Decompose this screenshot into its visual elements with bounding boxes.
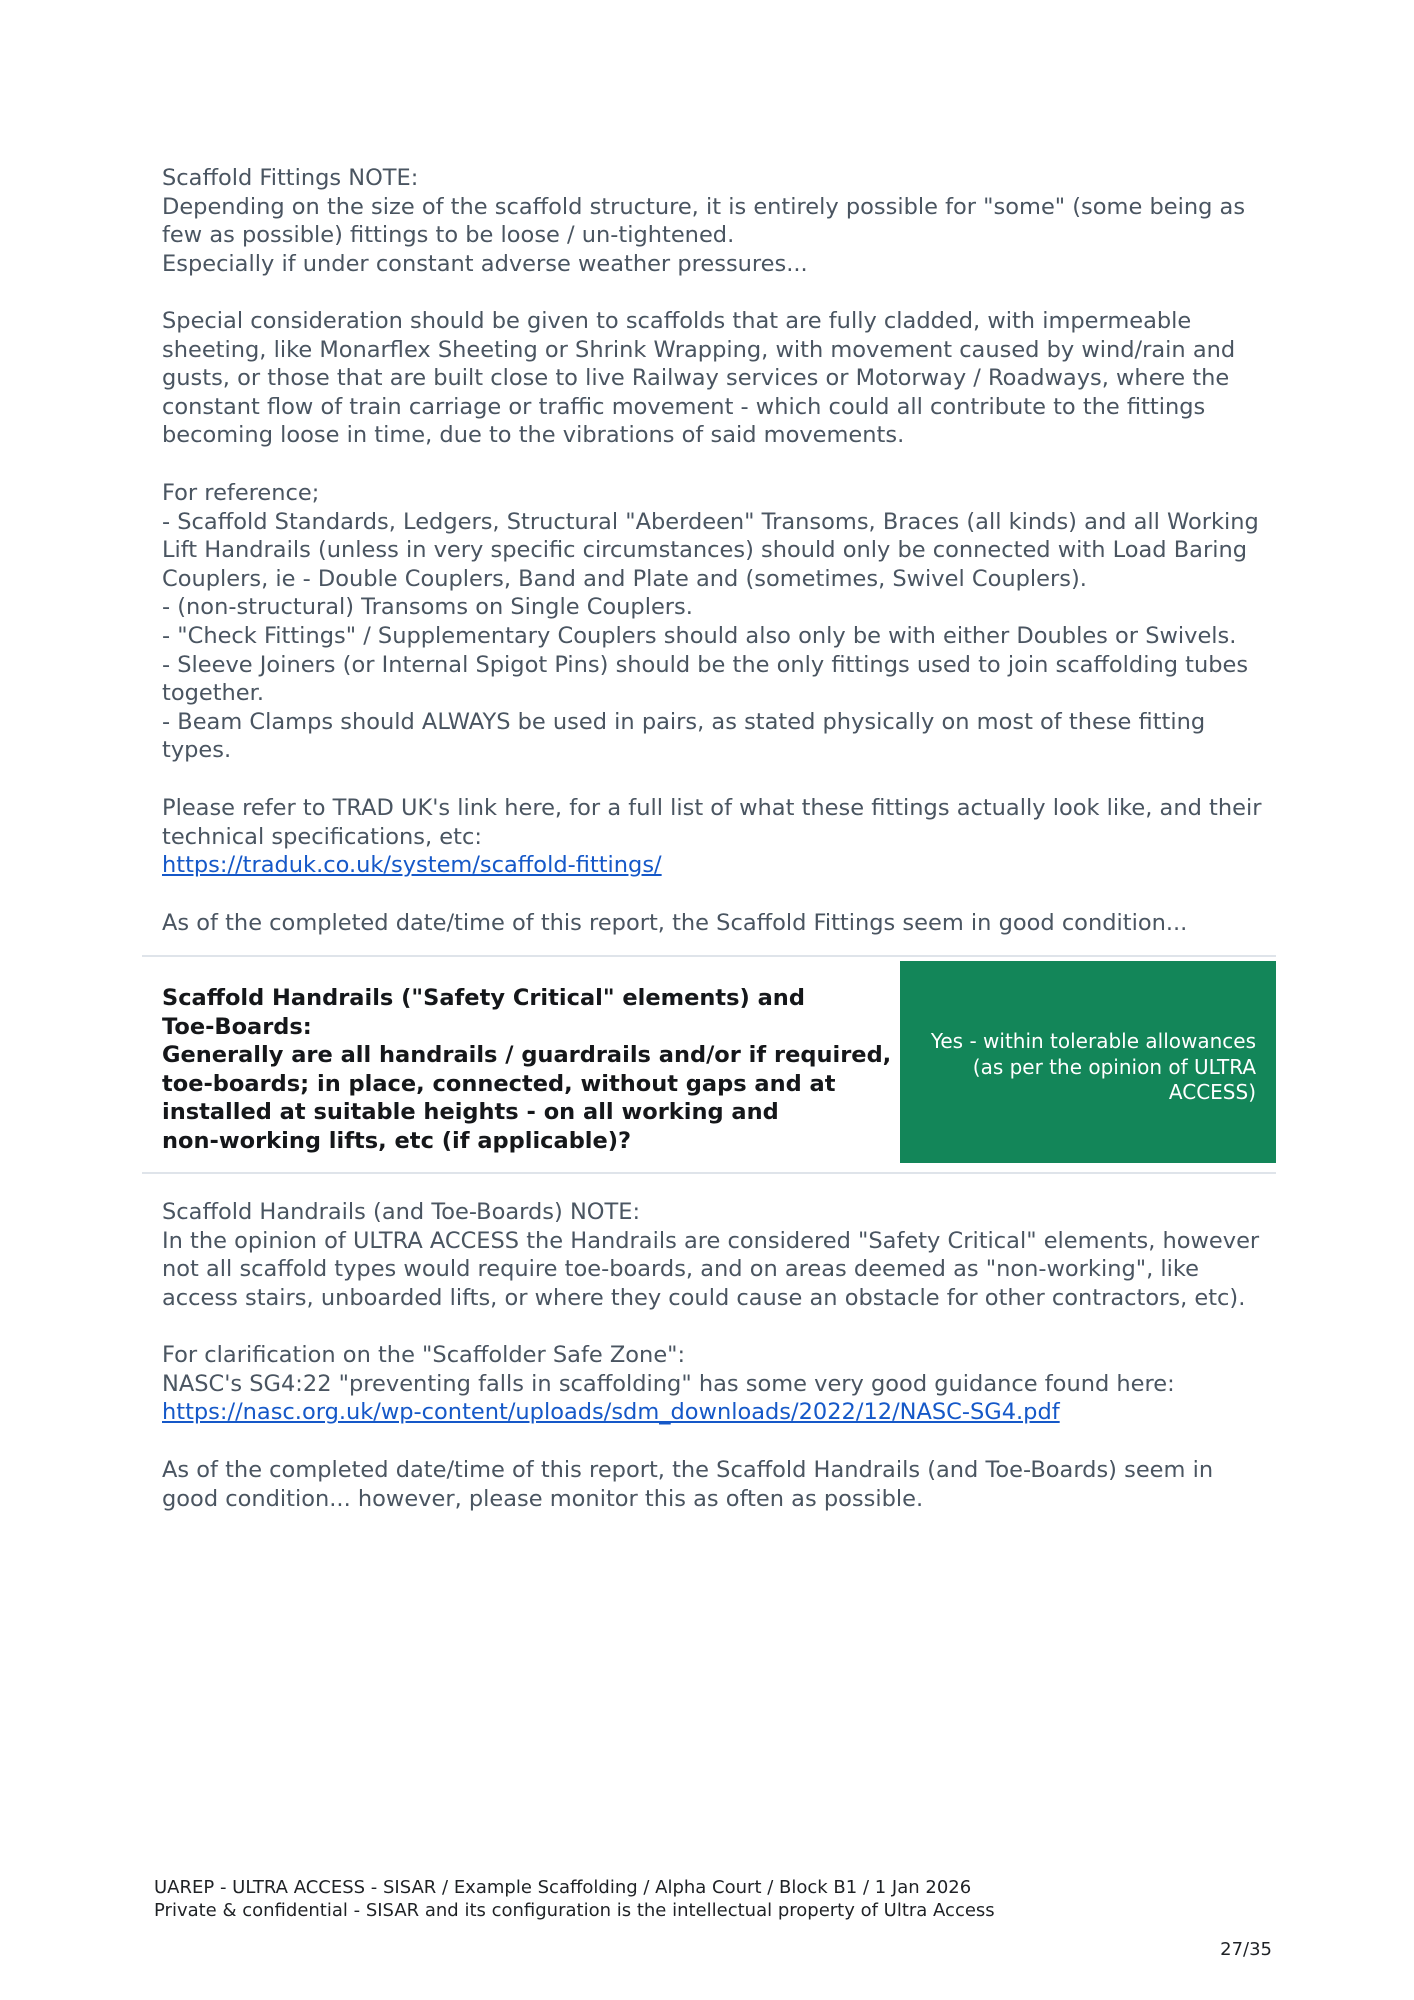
handrails-question (162, 984, 902, 1156)
page-footer (154, 1876, 995, 1922)
paragraph-line: sheeting, like Monarflex Sheeting or Shrink Wrapping, with movement caused by wind/rain and (162, 336, 1236, 363)
handrails-question-row (142, 955, 1276, 1174)
question-line: non-working lifts, etc (if applicable)? (162, 1127, 632, 1154)
handrails-note-line: access stairs, unboarded lifts, or where they could cause an obstacle for other contractors, etc). (162, 1284, 1246, 1311)
handrails-note-line: not all scaffold types would require toe-boards, and on areas deemed as "non-working", like (162, 1256, 1199, 1283)
question-line: installed at suitable heights - on all working and (162, 1099, 779, 1126)
page-number: 27/35 (1220, 1939, 1272, 1960)
fittings-note-line: Especially if under constant adverse weather pressures... (162, 250, 808, 277)
question-line: Generally are all handrails / guardrails and/or if required, (162, 1042, 892, 1069)
fittings-note-line: few as possible) fittings to be loose / un-tightened. (162, 222, 735, 249)
fittings-note-line: Depending on the size of the scaffold structure, it is entirely possible for "some" (some being as (162, 193, 1246, 220)
fittings-note (162, 164, 1272, 278)
trad-link-paragraph (162, 794, 1272, 880)
status-line: As of the completed date/time of this report, the Scaffold Handrails (and Toe-Boards) seem in (162, 1457, 1214, 1483)
reference-line: Lift Handrails (unless in very specific circumstances) should only be connected with Load Baring (162, 537, 1247, 564)
reference-line: Couplers, ie - Double Couplers, Band and Plate and (sometimes, Swivel Couplers). (162, 565, 1087, 592)
reference-line: types. (162, 737, 232, 764)
paragraph-line: Special consideration should be given to scaffolds that are fully cladded, with impermeable (162, 308, 1192, 334)
question-line: Toe-Boards: (162, 1013, 312, 1040)
reference-line: together. (162, 680, 264, 707)
trad-uk-fittings-link[interactable]: https://traduk.co.uk/system/scaffold-fittings/ (162, 852, 662, 879)
handrails-note (162, 1198, 1272, 1312)
question-line: toe-boards; in place, connected, without gaps and at (162, 1070, 836, 1097)
fittings-status (162, 909, 1272, 938)
handrails-status (162, 1456, 1272, 1513)
question-line: Scaffold Handrails ("Safety Critical" elements) and (162, 985, 805, 1011)
status-line: As of the completed date/time of this report, the Scaffold Fittings seem in good condition... (162, 910, 1188, 936)
reference-line: - Scaffold Standards, Ledgers, Structural "Aberdeen" Transoms, Braces (all kinds) and all Working (162, 508, 1259, 535)
handrails-note-heading: Scaffold Handrails (and Toe-Boards) NOTE: (162, 1199, 641, 1225)
footer-report-line: UAREP - ULTRA ACCESS - SISAR / Example Scaffolding / Alpha Court / Block B1 / 1 Jan 2026 (154, 1877, 972, 1898)
answer-line: ACCESS) (1168, 1080, 1256, 1104)
reference-line: - "Check Fittings" / Supplementary Couplers should also only be with either Doubles or Swivels. (162, 622, 1237, 649)
paragraph-line: technical specifications, etc: (162, 823, 482, 850)
answer-badge (900, 961, 1276, 1163)
footer-confidential-line: Private & confidential - SISAR and its configuration is the intellectual property of Ultra Access (154, 1900, 995, 1921)
reference-heading: For reference; (162, 480, 320, 506)
paragraph-line: Please refer to TRAD UK's link here, for a full list of what these fittings actually look like, and their (162, 795, 1262, 821)
clarification-line: NASC's SG4:22 "preventing falls in scaffolding" has some very good guidance found here: (162, 1370, 1175, 1397)
reference-line: - Beam Clamps should ALWAYS be used in pairs, as stated physically on most of these fitting (162, 708, 1206, 735)
reference-line: - Sleeve Joiners (or Internal Spigot Pins) should be the only fittings used to join scaffolding tubes (162, 651, 1249, 678)
clarification-heading: For clarification on the "Scaffolder Safe Zone": (162, 1342, 686, 1368)
paragraph-line: becoming loose in time, due to the vibrations of said movements. (162, 422, 905, 449)
answer-line: Yes - within tolerable allowances (930, 1029, 1256, 1053)
reference-line: - (non-structural) Transoms on Single Couplers. (162, 594, 693, 621)
answer-line: (as per the opinion of ULTRA (972, 1054, 1256, 1079)
status-line: good condition... however, please monitor this as often as possible. (162, 1485, 924, 1512)
paragraph-line: constant flow of train carriage or traffic movement - which could all contribute to the fittings (162, 393, 1206, 420)
special-consideration-paragraph (162, 307, 1272, 450)
reference-list (162, 479, 1272, 765)
clarification-paragraph (162, 1341, 1272, 1427)
paragraph-line: gusts, or those that are built close to live Railway services or Motorway / Roadways, where the (162, 365, 1230, 392)
handrails-note-line: In the opinion of ULTRA ACCESS the Handrails are considered "Safety Critical" elements, however (162, 1227, 1260, 1254)
nasc-sg4-link[interactable]: https://nasc.org.uk/wp-content/uploads/sdm_downloads/2022/12/NASC-SG4.pdf (162, 1399, 1060, 1426)
fittings-note-heading: Scaffold Fittings NOTE: (162, 165, 419, 191)
